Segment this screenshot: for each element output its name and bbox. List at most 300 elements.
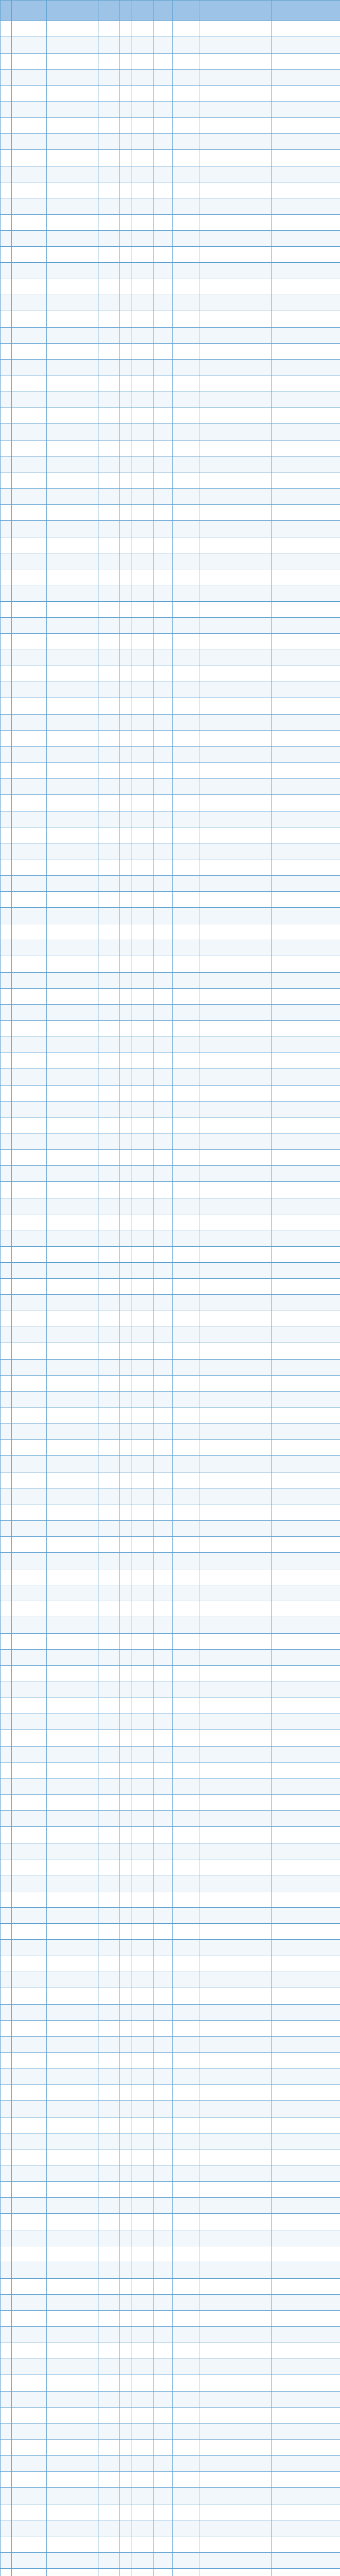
table-cell	[1, 1472, 12, 1488]
table-row	[1, 1972, 340, 1988]
table-row	[1, 2053, 340, 2069]
table-cell	[1, 2020, 12, 2036]
table-cell	[199, 2020, 271, 2036]
table-cell	[173, 1633, 199, 1649]
table-cell	[154, 2214, 173, 2230]
table-cell	[271, 1972, 340, 1988]
table-cell	[98, 2455, 120, 2471]
table-cell	[12, 762, 47, 778]
table-cell	[199, 1843, 271, 1859]
table-cell	[12, 1295, 47, 1311]
table-cell	[271, 2391, 340, 2407]
table-cell	[47, 2439, 98, 2455]
table-cell	[131, 311, 154, 327]
table-cell	[131, 666, 154, 682]
table-cell	[120, 2375, 131, 2391]
table-row	[1, 1182, 340, 1198]
table-cell	[12, 1682, 47, 1698]
table-cell	[131, 1005, 154, 1021]
table-cell	[271, 1392, 340, 1408]
table-cell	[131, 1649, 154, 1665]
table-cell	[120, 504, 131, 520]
table-cell	[131, 569, 154, 585]
table-cell	[47, 488, 98, 504]
table-cell	[1, 456, 12, 472]
table-cell	[173, 2552, 199, 2568]
table-cell	[47, 924, 98, 940]
table-cell	[12, 1037, 47, 1053]
table-cell	[173, 1859, 199, 1875]
table-cell	[199, 1392, 271, 1408]
table-cell	[173, 2004, 199, 2020]
table-cell	[131, 295, 154, 311]
table-cell	[98, 1827, 120, 1843]
table-cell	[47, 1988, 98, 2004]
table-cell	[1, 1327, 12, 1343]
table-row	[1, 521, 340, 537]
table-cell	[271, 666, 340, 682]
table-cell	[1, 1198, 12, 1214]
table-cell	[154, 311, 173, 327]
table-cell	[1, 1166, 12, 1182]
table-cell	[154, 2246, 173, 2262]
table-cell	[98, 392, 120, 408]
table-row	[1, 1762, 340, 1778]
table-cell	[47, 311, 98, 327]
table-cell	[47, 1456, 98, 1472]
table-cell	[131, 1778, 154, 1794]
table-cell	[1, 2552, 12, 2568]
table-cell	[131, 117, 154, 133]
table-cell	[1, 2359, 12, 2375]
table-cell	[1, 714, 12, 730]
table-cell	[47, 714, 98, 730]
table-cell	[131, 972, 154, 988]
table-cell	[154, 360, 173, 376]
table-cell	[131, 875, 154, 891]
table-row	[1, 1085, 340, 1101]
table-cell	[154, 2504, 173, 2520]
table-cell	[98, 376, 120, 392]
table-cell	[1, 1988, 12, 2004]
table-cell	[47, 2165, 98, 2181]
table-cell	[47, 731, 98, 747]
table-cell	[98, 1988, 120, 2004]
table-cell	[1, 2214, 12, 2230]
table-cell	[271, 1875, 340, 1891]
table-cell	[271, 311, 340, 327]
table-cell	[154, 295, 173, 311]
table-cell	[12, 1633, 47, 1649]
table-cell	[154, 1617, 173, 1633]
table-cell	[199, 1295, 271, 1311]
table-cell	[120, 1101, 131, 1117]
table-cell	[98, 166, 120, 182]
table-cell	[98, 1279, 120, 1295]
table-cell	[199, 1005, 271, 1021]
table-cell	[1, 327, 12, 343]
table-row	[1, 859, 340, 875]
table-cell	[173, 1617, 199, 1633]
table-cell	[47, 214, 98, 230]
table-row	[1, 1649, 340, 1665]
table-cell	[173, 1778, 199, 1794]
table-cell	[1, 343, 12, 359]
table-cell	[271, 940, 340, 956]
table-cell	[120, 924, 131, 940]
table-cell	[173, 956, 199, 972]
table-cell	[120, 2181, 131, 2197]
table-cell	[173, 924, 199, 940]
table-row	[1, 1408, 340, 1423]
table-cell	[199, 731, 271, 747]
table-cell	[12, 2455, 47, 2471]
table-cell	[271, 585, 340, 601]
table-cell	[271, 2149, 340, 2165]
table-cell	[271, 86, 340, 101]
table-cell	[131, 1117, 154, 1133]
table-cell	[271, 1891, 340, 1907]
table-cell	[47, 2230, 98, 2246]
table-cell	[199, 940, 271, 956]
table-cell	[98, 2246, 120, 2262]
table-cell	[131, 714, 154, 730]
table-cell	[271, 634, 340, 650]
table-cell	[47, 2343, 98, 2359]
table-cell	[131, 150, 154, 166]
table-cell	[47, 972, 98, 988]
table-cell	[98, 601, 120, 617]
table-cell	[98, 1940, 120, 1956]
table-cell	[98, 1117, 120, 1133]
table-cell	[173, 2133, 199, 2149]
table-cell	[271, 1182, 340, 1198]
table-cell	[120, 69, 131, 85]
table-cell	[271, 1924, 340, 1940]
table-cell	[173, 1891, 199, 1907]
table-cell	[120, 956, 131, 972]
table-cell	[173, 601, 199, 617]
table-cell	[120, 424, 131, 440]
table-cell	[173, 2488, 199, 2504]
table-cell	[131, 101, 154, 117]
table-cell	[47, 1794, 98, 1810]
table-cell	[131, 650, 154, 666]
table-cell	[12, 1230, 47, 1246]
table-cell	[199, 1617, 271, 1633]
table-cell	[12, 714, 47, 730]
table-cell	[98, 698, 120, 714]
table-cell	[199, 1875, 271, 1891]
table-cell	[120, 908, 131, 924]
table-cell	[199, 1488, 271, 1504]
table-cell	[173, 472, 199, 488]
table-cell	[154, 843, 173, 859]
table-cell	[131, 1198, 154, 1214]
table-cell	[47, 1375, 98, 1391]
table-cell	[173, 2246, 199, 2262]
table-row	[1, 2198, 340, 2214]
table-cell	[154, 343, 173, 359]
table-cell	[12, 37, 47, 53]
table-cell	[131, 1166, 154, 1182]
table-cell	[271, 1053, 340, 1069]
table-cell	[12, 972, 47, 988]
table-row	[1, 1988, 340, 2004]
table-cell	[12, 247, 47, 263]
table-cell	[98, 360, 120, 376]
table-cell	[173, 2536, 199, 2552]
table-row	[1, 1230, 340, 1246]
table-cell	[154, 1359, 173, 1375]
table-cell	[173, 843, 199, 859]
table-cell	[131, 2004, 154, 2020]
table-cell	[271, 2020, 340, 2036]
table-cell	[199, 1230, 271, 1246]
table-cell	[154, 86, 173, 101]
table-row	[1, 1778, 340, 1794]
table-cell	[271, 1279, 340, 1295]
table-cell	[12, 1117, 47, 1133]
table-cell	[154, 2439, 173, 2455]
table-cell	[131, 1762, 154, 1778]
table-cell	[173, 134, 199, 150]
table-cell	[199, 134, 271, 150]
table-cell	[1, 2407, 12, 2423]
table-cell	[120, 714, 131, 730]
table-cell	[154, 1198, 173, 1214]
table-cell	[173, 682, 199, 698]
table-cell	[131, 1988, 154, 2004]
table-cell	[47, 1295, 98, 1311]
table-cell	[199, 2504, 271, 2520]
table-cell	[271, 1440, 340, 1456]
table-cell	[271, 875, 340, 891]
table-cell	[199, 408, 271, 424]
table-cell	[1, 1585, 12, 1601]
table-cell	[154, 1972, 173, 1988]
table-cell	[98, 230, 120, 246]
table-cell	[98, 2133, 120, 2149]
table-cell	[271, 1585, 340, 1601]
table-cell	[154, 617, 173, 633]
table-cell	[47, 601, 98, 617]
table-cell	[1, 101, 12, 117]
table-cell	[98, 811, 120, 827]
table-cell	[154, 1553, 173, 1569]
table-cell	[12, 1569, 47, 1585]
table-cell	[271, 456, 340, 472]
table-cell	[131, 1698, 154, 1714]
table-cell	[199, 617, 271, 633]
table-cell	[131, 1230, 154, 1246]
table-cell	[12, 1778, 47, 1794]
table-cell	[131, 69, 154, 85]
table-row	[1, 295, 340, 311]
table-cell	[120, 747, 131, 762]
table-cell	[199, 424, 271, 440]
table-cell	[154, 408, 173, 424]
table-cell	[120, 1924, 131, 1940]
table-cell	[271, 1536, 340, 1552]
table-cell	[47, 2101, 98, 2117]
table-cell	[98, 1569, 120, 1585]
table-cell	[173, 1520, 199, 1536]
table-cell	[47, 1843, 98, 1859]
table-cell	[131, 1827, 154, 1843]
table-cell	[271, 1246, 340, 1262]
table-cell	[12, 731, 47, 747]
table-cell	[271, 2375, 340, 2391]
table-row	[1, 1117, 340, 1133]
table-cell	[12, 1246, 47, 1262]
table-cell	[1, 1666, 12, 1682]
table-cell	[173, 2117, 199, 2133]
table-body	[1, 21, 340, 2576]
table-cell	[271, 2198, 340, 2214]
table-cell	[1, 650, 12, 666]
table-cell	[131, 1553, 154, 1569]
table-row	[1, 117, 340, 133]
table-cell	[199, 908, 271, 924]
table-cell	[271, 714, 340, 730]
table-cell	[12, 795, 47, 811]
table-cell	[173, 1601, 199, 1617]
table-cell	[199, 327, 271, 343]
table-cell	[47, 2246, 98, 2262]
table-cell	[173, 1972, 199, 1988]
table-cell	[12, 214, 47, 230]
table-cell	[1, 166, 12, 182]
table-cell	[1, 1827, 12, 1843]
table-cell	[47, 440, 98, 456]
table-cell	[271, 892, 340, 908]
table-cell	[154, 553, 173, 569]
table-cell	[12, 2230, 47, 2246]
table-cell	[173, 908, 199, 924]
table-cell	[120, 1456, 131, 1472]
table-cell	[1, 504, 12, 520]
table-cell	[199, 1794, 271, 1810]
table-row	[1, 956, 340, 972]
table-cell	[173, 778, 199, 794]
table-cell	[131, 1037, 154, 1053]
table-cell	[1, 1601, 12, 1617]
table-cell	[120, 601, 131, 617]
table-cell	[120, 762, 131, 778]
table-cell	[120, 2133, 131, 2149]
table-cell	[120, 698, 131, 714]
table-cell	[173, 537, 199, 553]
table-cell	[199, 1375, 271, 1391]
column-header	[271, 1, 340, 21]
table-cell	[154, 2133, 173, 2149]
table-cell	[271, 1343, 340, 1359]
table-cell	[1, 2117, 12, 2133]
table-row	[1, 1843, 340, 1859]
table-cell	[98, 1101, 120, 1117]
table-cell	[98, 1778, 120, 1794]
table-cell	[12, 2020, 47, 2036]
table-cell	[173, 86, 199, 101]
table-cell	[47, 1182, 98, 1198]
table-cell	[12, 2037, 47, 2053]
table-cell	[12, 2214, 47, 2230]
table-cell	[98, 1085, 120, 1101]
table-cell	[131, 2246, 154, 2262]
table-cell	[131, 1359, 154, 1375]
table-cell	[173, 150, 199, 166]
table-row	[1, 311, 340, 327]
table-cell	[1, 360, 12, 376]
table-cell	[173, 1730, 199, 1746]
table-cell	[173, 2198, 199, 2214]
table-cell	[98, 956, 120, 972]
table-cell	[199, 1520, 271, 1536]
table-cell	[154, 1794, 173, 1810]
table-cell	[199, 1940, 271, 1956]
table-cell	[12, 1053, 47, 1069]
table-cell	[120, 1569, 131, 1585]
table-cell	[154, 762, 173, 778]
table-cell	[47, 360, 98, 376]
table-cell	[131, 585, 154, 601]
table-cell	[120, 2520, 131, 2536]
table-cell	[199, 1101, 271, 1117]
table-cell	[12, 1924, 47, 1940]
table-cell	[199, 811, 271, 827]
table-cell	[12, 634, 47, 650]
table-row	[1, 360, 340, 376]
table-cell	[120, 101, 131, 117]
table-cell	[199, 2327, 271, 2343]
table-cell	[120, 2327, 131, 2343]
table-cell	[199, 343, 271, 359]
table-cell	[47, 1972, 98, 1988]
table-cell	[131, 747, 154, 762]
table-cell	[271, 2101, 340, 2117]
table-cell	[199, 553, 271, 569]
table-cell	[12, 908, 47, 924]
table-cell	[173, 2343, 199, 2359]
table-cell	[154, 1698, 173, 1714]
table-cell	[1, 1810, 12, 1826]
table-cell	[47, 1166, 98, 1182]
table-cell	[12, 1988, 47, 2004]
table-cell	[271, 166, 340, 182]
table-row	[1, 2504, 340, 2520]
table-cell	[12, 2101, 47, 2117]
table-cell	[1, 859, 12, 875]
table-cell	[131, 1295, 154, 1311]
table-row	[1, 327, 340, 343]
table-cell	[98, 1472, 120, 1488]
table-cell	[154, 2520, 173, 2536]
table-cell	[271, 1666, 340, 1682]
table-cell	[98, 1327, 120, 1343]
table-cell	[131, 601, 154, 617]
table-cell	[154, 1859, 173, 1875]
table-cell	[47, 1730, 98, 1746]
table-row	[1, 1423, 340, 1439]
table-cell	[173, 424, 199, 440]
table-cell	[120, 392, 131, 408]
table-cell	[12, 2133, 47, 2149]
table-cell	[98, 2214, 120, 2230]
table-cell	[173, 747, 199, 762]
table-cell	[173, 69, 199, 85]
table-cell	[98, 2004, 120, 2020]
